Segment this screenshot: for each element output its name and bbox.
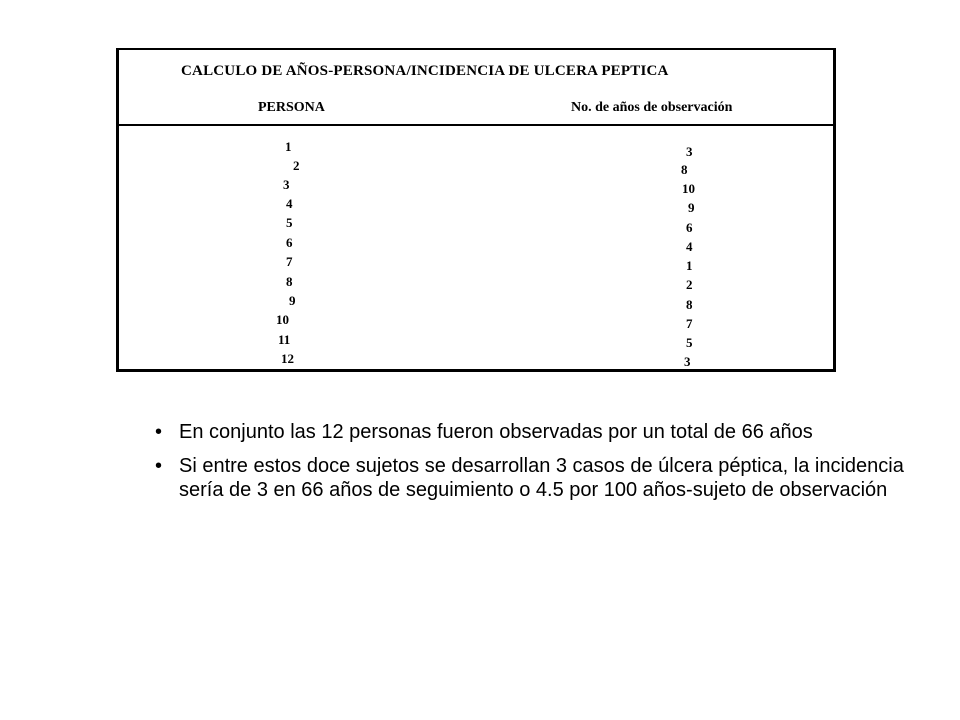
persona-cell: 12 (281, 351, 294, 366)
persona-cell: 5 (286, 215, 293, 230)
persona-cell: 10 (276, 312, 289, 327)
bullet-text: Si entre estos doce sujetos se desarrollan 3 casos de úlcera péptica, la incidencia sería de 3 en 66 años de seguimiento o 4.5 por 100 años-sujeto de observación (179, 455, 904, 501)
years-cell: 10 (682, 181, 695, 196)
bullet-item (155, 454, 915, 502)
persona-cell: 2 (293, 158, 300, 173)
column-header-persona: PERSONA (258, 100, 325, 115)
years-cell: 1 (686, 258, 693, 273)
persona-cell: 7 (286, 254, 293, 269)
years-cell: 9 (688, 200, 695, 215)
persona-cell: 8 (286, 274, 293, 289)
persona-cell: 6 (286, 235, 293, 250)
column-header-years: No. de años de observación (571, 100, 733, 115)
persona-cell: 3 (283, 177, 290, 192)
header-divider (119, 124, 833, 126)
years-cell: 8 (681, 162, 688, 177)
years-cell: 3 (686, 144, 693, 159)
years-cell: 8 (686, 297, 693, 312)
years-cell: 5 (686, 335, 693, 350)
years-cell: 6 (686, 220, 693, 235)
table-title: CALCULO DE AÑOS-PERSONA/INCIDENCIA DE ULCERA PEPTICA (181, 63, 669, 79)
bullet-marker: • (155, 455, 163, 477)
bullet-text: En conjunto las 12 personas fueron observadas por un total de 66 años (179, 421, 813, 443)
years-cell: 3 (684, 354, 691, 369)
persona-cell: 11 (278, 332, 291, 347)
persona-cell: 9 (289, 293, 296, 308)
years-cell: 4 (686, 239, 693, 254)
bullet-list (155, 420, 915, 512)
data-table (116, 48, 836, 372)
persona-cell: 4 (286, 196, 293, 211)
bullet-marker: • (155, 421, 163, 443)
bullet-item (155, 420, 915, 444)
years-cell: 2 (686, 277, 693, 292)
years-cell: 7 (686, 316, 693, 331)
persona-cell: 1 (285, 139, 292, 154)
